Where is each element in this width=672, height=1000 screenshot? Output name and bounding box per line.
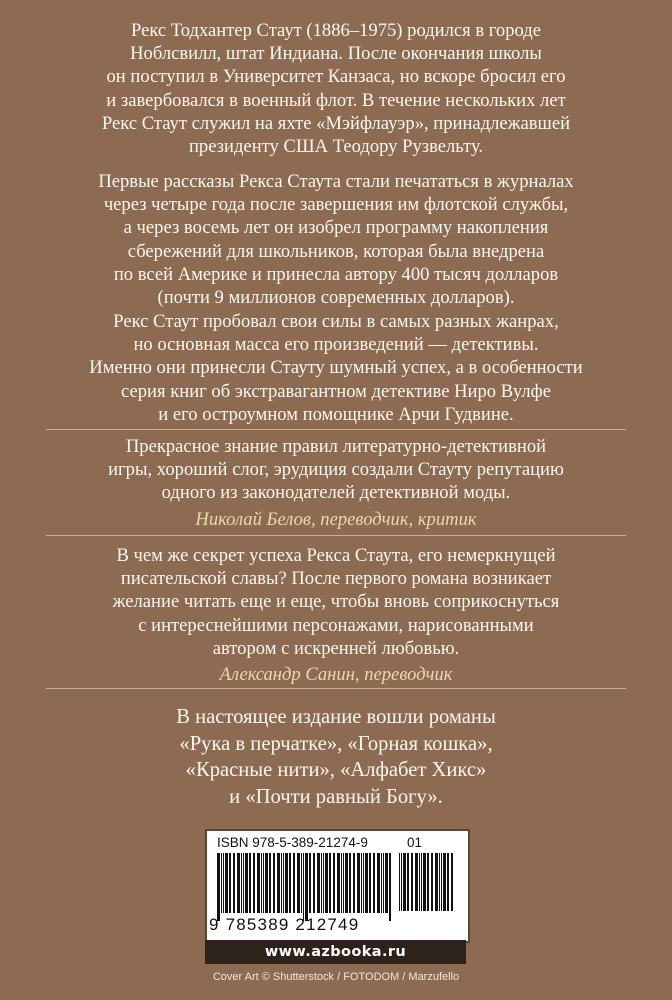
text-line: но основная масса его произведений — детективы.	[133, 334, 539, 356]
text-line: серия книг об экстравагантном детективе Ниро Вулфе	[121, 380, 551, 402]
divider	[46, 429, 626, 430]
text-line: В чем же секрет успеха Рекса Стаута, его немеркнущей	[116, 545, 556, 566]
text-line: с интереснейшими персонажами, нарисованными	[138, 614, 534, 636]
text-line: сбережений для школьников, которая была внедрена	[127, 240, 545, 262]
text-line: «Красные нити», «Алфабет Хикс»	[185, 759, 487, 782]
text-line: «Рука в перчатке», «Горная кошка»,	[179, 732, 493, 755]
divider	[46, 535, 626, 536]
quote-attribution: Александр Санин, переводчик	[219, 664, 453, 686]
publisher-website[interactable]: www.azbooka.ru	[205, 940, 466, 964]
isbn-barcode	[205, 829, 470, 943]
barcode-digits: 9 785389 212749	[209, 915, 360, 934]
text-line: Ноблсвилл, штат Индиана. После окончания школы	[130, 43, 542, 65]
text-line: а через восемь лет он изобрел программу накопления	[123, 217, 549, 239]
text-line: он поступил в Университет Канзаса, но вскоре бросил его	[106, 66, 566, 88]
isbn-label: ISBN 978-5-389-21274-9	[217, 835, 368, 850]
text-line: Рекс Стаут пробовал свои силы в самых разных жанрах,	[113, 311, 559, 332]
text-line: и «Почти равный Богу».	[229, 785, 443, 808]
paragraph-genres	[0, 310, 672, 426]
text-line: Рекс Тодхантер Стаут (1886–1975) родился в городе	[130, 20, 542, 41]
text-line: В настоящее издание вошли романы	[176, 706, 496, 728]
text-line: (почти 9 миллионов современных долларов).	[157, 287, 515, 309]
text-line: Именно они принесли Стауту шумный успех, а в особенности	[89, 357, 583, 379]
text-line: Первые рассказы Рекса Стаута стали печататься в журналах	[98, 171, 574, 192]
contents-list	[0, 704, 672, 810]
quote-attribution: Николай Белов, переводчик, критик	[195, 508, 477, 530]
text-line: и его остроумном помощнике Арчи Гудвине.	[158, 403, 514, 425]
text-line: писательской славы? После первого романа возникает	[120, 568, 552, 590]
barcode-bars	[217, 853, 395, 921]
text-line: одного из законодателей детективной моды.	[161, 482, 511, 504]
text-line: Рекс Стаут служил на яхте «Мэйфлауэр», принадлежавшей	[101, 112, 571, 134]
isbn-addon-label: 01	[407, 835, 423, 850]
paragraph-early-career	[0, 170, 672, 309]
cover-art-credit: Cover Art © Shutterstock / FOTODOM / Marzufello	[212, 971, 460, 983]
text-line: игры, хороший слог, эрудиция создали Стауту репутацию	[108, 459, 564, 481]
text-line: желание читать еще и еще, чтобы вновь соприкоснуться	[112, 591, 560, 613]
divider	[46, 688, 626, 689]
text-line: президенту США Теодору Рузвельту.	[188, 136, 484, 158]
paragraph-biography	[0, 19, 672, 158]
text-line: через четыре года после завершения им флотской службы,	[103, 194, 569, 216]
review-quote-sanin	[0, 544, 672, 686]
review-quote-belov	[0, 435, 672, 531]
text-line: Прекрасное знание правил литературно-детективной	[125, 436, 547, 457]
text-line: автором с искренней любовью.	[212, 637, 460, 659]
barcode-addon-bars	[399, 853, 457, 911]
text-line: и завербовался в военный флот. В течение нескольких лет	[106, 89, 566, 111]
text-line: по всей Америке и принесла автору 400 тысяч долларов	[113, 263, 559, 285]
